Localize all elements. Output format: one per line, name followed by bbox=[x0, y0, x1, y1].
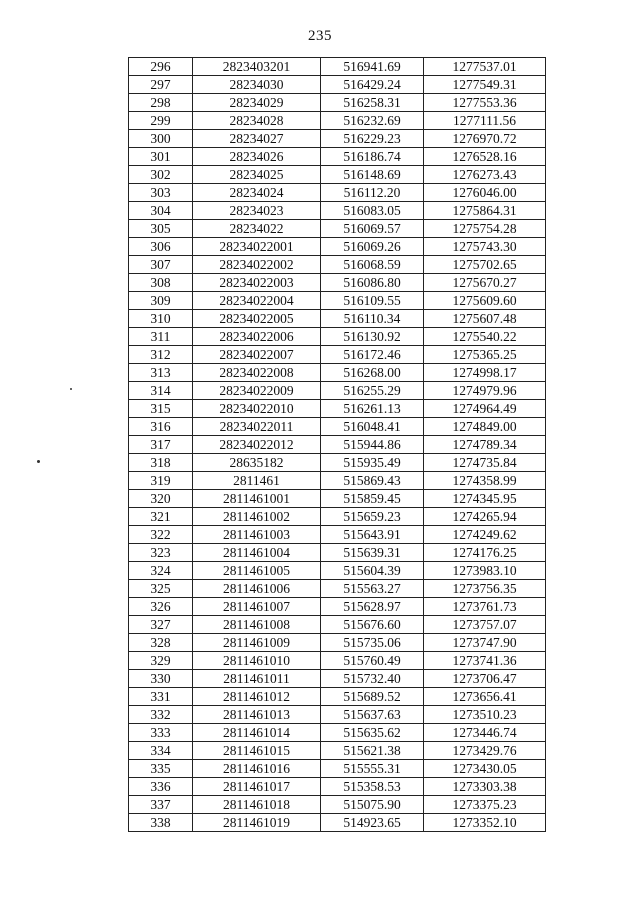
y-coordinate-cell: 1273747.90 bbox=[424, 634, 546, 652]
point-id-cell: 28234028 bbox=[193, 112, 321, 130]
table-row bbox=[129, 724, 546, 742]
point-number-cell: 311 bbox=[129, 328, 193, 346]
x-coordinate-cell: 515659.23 bbox=[321, 508, 424, 526]
point-number-cell: 337 bbox=[129, 796, 193, 814]
point-number-cell: 310 bbox=[129, 310, 193, 328]
point-number-cell: 316 bbox=[129, 418, 193, 436]
y-coordinate-cell: 1273429.76 bbox=[424, 742, 546, 760]
y-coordinate-cell: 1275670.27 bbox=[424, 274, 546, 292]
y-coordinate-cell: 1273706.47 bbox=[424, 670, 546, 688]
point-id-cell: 28234022002 bbox=[193, 256, 321, 274]
x-coordinate-cell: 516083.05 bbox=[321, 202, 424, 220]
point-id-cell: 2811461009 bbox=[193, 634, 321, 652]
y-coordinate-cell: 1273656.41 bbox=[424, 688, 546, 706]
point-id-cell: 28234022009 bbox=[193, 382, 321, 400]
x-coordinate-cell: 515760.49 bbox=[321, 652, 424, 670]
table-row bbox=[129, 796, 546, 814]
y-coordinate-cell: 1275540.22 bbox=[424, 328, 546, 346]
point-id-cell: 2823403201 bbox=[193, 58, 321, 76]
table-row bbox=[129, 544, 546, 562]
point-number-cell: 330 bbox=[129, 670, 193, 688]
point-number-cell: 307 bbox=[129, 256, 193, 274]
table-row bbox=[129, 346, 546, 364]
y-coordinate-cell: 1274998.17 bbox=[424, 364, 546, 382]
table-row bbox=[129, 310, 546, 328]
table-row bbox=[129, 508, 546, 526]
point-number-cell: 336 bbox=[129, 778, 193, 796]
x-coordinate-cell: 516261.13 bbox=[321, 400, 424, 418]
y-coordinate-cell: 1277549.31 bbox=[424, 76, 546, 94]
point-id-cell: 28234022007 bbox=[193, 346, 321, 364]
y-coordinate-cell: 1273430.05 bbox=[424, 760, 546, 778]
y-coordinate-cell: 1275609.60 bbox=[424, 292, 546, 310]
x-coordinate-cell: 515676.60 bbox=[321, 616, 424, 634]
point-id-cell: 28234026 bbox=[193, 148, 321, 166]
point-id-cell: 28234022010 bbox=[193, 400, 321, 418]
point-number-cell: 298 bbox=[129, 94, 193, 112]
x-coordinate-cell: 516148.69 bbox=[321, 166, 424, 184]
table-row bbox=[129, 364, 546, 382]
x-coordinate-cell: 516086.80 bbox=[321, 274, 424, 292]
y-coordinate-cell: 1273510.23 bbox=[424, 706, 546, 724]
page-number: 235 bbox=[308, 28, 332, 44]
table-row bbox=[129, 166, 546, 184]
table-row bbox=[129, 292, 546, 310]
x-coordinate-cell: 516429.24 bbox=[321, 76, 424, 94]
point-number-cell: 315 bbox=[129, 400, 193, 418]
table-row bbox=[129, 382, 546, 400]
point-number-cell: 297 bbox=[129, 76, 193, 94]
point-id-cell: 28234027 bbox=[193, 130, 321, 148]
table-row bbox=[129, 148, 546, 166]
x-coordinate-cell: 514923.65 bbox=[321, 814, 424, 832]
table-row bbox=[129, 616, 546, 634]
point-number-cell: 321 bbox=[129, 508, 193, 526]
point-number-cell: 313 bbox=[129, 364, 193, 382]
point-number-cell: 326 bbox=[129, 598, 193, 616]
point-id-cell: 2811461006 bbox=[193, 580, 321, 598]
y-coordinate-cell: 1273761.73 bbox=[424, 598, 546, 616]
point-id-cell: 28234022011 bbox=[193, 418, 321, 436]
x-coordinate-cell: 516109.55 bbox=[321, 292, 424, 310]
table-row bbox=[129, 454, 546, 472]
point-id-cell: 2811461007 bbox=[193, 598, 321, 616]
y-coordinate-cell: 1277537.01 bbox=[424, 58, 546, 76]
table-row bbox=[129, 634, 546, 652]
y-coordinate-cell: 1273757.07 bbox=[424, 616, 546, 634]
point-number-cell: 334 bbox=[129, 742, 193, 760]
point-number-cell: 304 bbox=[129, 202, 193, 220]
point-id-cell: 2811461019 bbox=[193, 814, 321, 832]
point-id-cell: 2811461012 bbox=[193, 688, 321, 706]
point-number-cell: 300 bbox=[129, 130, 193, 148]
y-coordinate-cell: 1274176.25 bbox=[424, 544, 546, 562]
table-body bbox=[129, 58, 546, 832]
y-coordinate-cell: 1273741.36 bbox=[424, 652, 546, 670]
table-row bbox=[129, 526, 546, 544]
x-coordinate-cell: 516258.31 bbox=[321, 94, 424, 112]
point-number-cell: 299 bbox=[129, 112, 193, 130]
x-coordinate-cell: 515604.39 bbox=[321, 562, 424, 580]
point-id-cell: 2811461014 bbox=[193, 724, 321, 742]
x-coordinate-cell: 515935.49 bbox=[321, 454, 424, 472]
point-number-cell: 322 bbox=[129, 526, 193, 544]
point-id-cell: 28234022 bbox=[193, 220, 321, 238]
point-id-cell: 2811461017 bbox=[193, 778, 321, 796]
point-id-cell: 2811461015 bbox=[193, 742, 321, 760]
point-id-cell: 28234022012 bbox=[193, 436, 321, 454]
x-coordinate-cell: 515628.97 bbox=[321, 598, 424, 616]
point-id-cell: 2811461001 bbox=[193, 490, 321, 508]
point-number-cell: 302 bbox=[129, 166, 193, 184]
x-coordinate-cell: 516186.74 bbox=[321, 148, 424, 166]
point-number-cell: 323 bbox=[129, 544, 193, 562]
point-number-cell: 303 bbox=[129, 184, 193, 202]
x-coordinate-cell: 515643.91 bbox=[321, 526, 424, 544]
table-row bbox=[129, 580, 546, 598]
y-coordinate-cell: 1273375.23 bbox=[424, 796, 546, 814]
point-id-cell: 28234025 bbox=[193, 166, 321, 184]
point-id-cell: 2811461002 bbox=[193, 508, 321, 526]
x-coordinate-cell: 515689.52 bbox=[321, 688, 424, 706]
y-coordinate-cell: 1273983.10 bbox=[424, 562, 546, 580]
x-coordinate-cell: 516069.57 bbox=[321, 220, 424, 238]
point-id-cell: 2811461003 bbox=[193, 526, 321, 544]
y-coordinate-cell: 1275365.25 bbox=[424, 346, 546, 364]
y-coordinate-cell: 1273352.10 bbox=[424, 814, 546, 832]
scan-speck bbox=[70, 388, 72, 390]
scan-speck bbox=[37, 460, 40, 463]
x-coordinate-cell: 515555.31 bbox=[321, 760, 424, 778]
point-number-cell: 320 bbox=[129, 490, 193, 508]
point-id-cell: 2811461005 bbox=[193, 562, 321, 580]
y-coordinate-cell: 1273303.38 bbox=[424, 778, 546, 796]
point-number-cell: 325 bbox=[129, 580, 193, 598]
table-row bbox=[129, 706, 546, 724]
y-coordinate-cell: 1275864.31 bbox=[424, 202, 546, 220]
table-row bbox=[129, 220, 546, 238]
y-coordinate-cell: 1273756.35 bbox=[424, 580, 546, 598]
point-number-cell: 309 bbox=[129, 292, 193, 310]
table-row bbox=[129, 274, 546, 292]
table-row bbox=[129, 472, 546, 490]
point-id-cell: 28234022008 bbox=[193, 364, 321, 382]
point-id-cell: 28234022006 bbox=[193, 328, 321, 346]
table-row bbox=[129, 760, 546, 778]
point-number-cell: 312 bbox=[129, 346, 193, 364]
y-coordinate-cell: 1274358.99 bbox=[424, 472, 546, 490]
point-number-cell: 333 bbox=[129, 724, 193, 742]
y-coordinate-cell: 1274735.84 bbox=[424, 454, 546, 472]
x-coordinate-cell: 515075.90 bbox=[321, 796, 424, 814]
table-row bbox=[129, 328, 546, 346]
x-coordinate-cell: 516232.69 bbox=[321, 112, 424, 130]
point-id-cell: 28234024 bbox=[193, 184, 321, 202]
coordinates-table bbox=[128, 57, 546, 832]
table-row bbox=[129, 418, 546, 436]
table-row bbox=[129, 670, 546, 688]
point-number-cell: 318 bbox=[129, 454, 193, 472]
table-row bbox=[129, 130, 546, 148]
point-id-cell: 28234030 bbox=[193, 76, 321, 94]
x-coordinate-cell: 515732.40 bbox=[321, 670, 424, 688]
y-coordinate-cell: 1275743.30 bbox=[424, 238, 546, 256]
point-id-cell: 28234022003 bbox=[193, 274, 321, 292]
x-coordinate-cell: 516229.23 bbox=[321, 130, 424, 148]
point-number-cell: 332 bbox=[129, 706, 193, 724]
point-number-cell: 331 bbox=[129, 688, 193, 706]
x-coordinate-cell: 516112.20 bbox=[321, 184, 424, 202]
y-coordinate-cell: 1274265.94 bbox=[424, 508, 546, 526]
table-row bbox=[129, 562, 546, 580]
x-coordinate-cell: 516069.26 bbox=[321, 238, 424, 256]
table-row bbox=[129, 112, 546, 130]
x-coordinate-cell: 515639.31 bbox=[321, 544, 424, 562]
table-row bbox=[129, 256, 546, 274]
table-row bbox=[129, 202, 546, 220]
table-row bbox=[129, 94, 546, 112]
y-coordinate-cell: 1274849.00 bbox=[424, 418, 546, 436]
point-id-cell: 2811461 bbox=[193, 472, 321, 490]
y-coordinate-cell: 1274789.34 bbox=[424, 436, 546, 454]
x-coordinate-cell: 516110.34 bbox=[321, 310, 424, 328]
point-id-cell: 28635182 bbox=[193, 454, 321, 472]
x-coordinate-cell: 515859.45 bbox=[321, 490, 424, 508]
point-number-cell: 301 bbox=[129, 148, 193, 166]
table-row bbox=[129, 400, 546, 418]
y-coordinate-cell: 1277553.36 bbox=[424, 94, 546, 112]
x-coordinate-cell: 516268.00 bbox=[321, 364, 424, 382]
point-id-cell: 2811461004 bbox=[193, 544, 321, 562]
y-coordinate-cell: 1275607.48 bbox=[424, 310, 546, 328]
point-number-cell: 324 bbox=[129, 562, 193, 580]
point-number-cell: 306 bbox=[129, 238, 193, 256]
point-number-cell: 338 bbox=[129, 814, 193, 832]
y-coordinate-cell: 1276273.43 bbox=[424, 166, 546, 184]
point-number-cell: 305 bbox=[129, 220, 193, 238]
table-row bbox=[129, 490, 546, 508]
point-id-cell: 28234022004 bbox=[193, 292, 321, 310]
x-coordinate-cell: 515621.38 bbox=[321, 742, 424, 760]
x-coordinate-cell: 515563.27 bbox=[321, 580, 424, 598]
y-coordinate-cell: 1274345.95 bbox=[424, 490, 546, 508]
table-row bbox=[129, 238, 546, 256]
table-row bbox=[129, 778, 546, 796]
x-coordinate-cell: 515635.62 bbox=[321, 724, 424, 742]
table-row bbox=[129, 76, 546, 94]
point-number-cell: 314 bbox=[129, 382, 193, 400]
y-coordinate-cell: 1275702.65 bbox=[424, 256, 546, 274]
y-coordinate-cell: 1276046.00 bbox=[424, 184, 546, 202]
y-coordinate-cell: 1277111.56 bbox=[424, 112, 546, 130]
point-number-cell: 317 bbox=[129, 436, 193, 454]
x-coordinate-cell: 516941.69 bbox=[321, 58, 424, 76]
x-coordinate-cell: 515944.86 bbox=[321, 436, 424, 454]
table-row bbox=[129, 652, 546, 670]
point-id-cell: 2811461016 bbox=[193, 760, 321, 778]
x-coordinate-cell: 515735.06 bbox=[321, 634, 424, 652]
table-row bbox=[129, 598, 546, 616]
point-id-cell: 28234029 bbox=[193, 94, 321, 112]
x-coordinate-cell: 515869.43 bbox=[321, 472, 424, 490]
y-coordinate-cell: 1276970.72 bbox=[424, 130, 546, 148]
table-row bbox=[129, 58, 546, 76]
point-id-cell: 2811461011 bbox=[193, 670, 321, 688]
x-coordinate-cell: 516048.41 bbox=[321, 418, 424, 436]
y-coordinate-cell: 1274979.96 bbox=[424, 382, 546, 400]
point-number-cell: 327 bbox=[129, 616, 193, 634]
x-coordinate-cell: 516172.46 bbox=[321, 346, 424, 364]
x-coordinate-cell: 516255.29 bbox=[321, 382, 424, 400]
y-coordinate-cell: 1276528.16 bbox=[424, 148, 546, 166]
x-coordinate-cell: 515637.63 bbox=[321, 706, 424, 724]
table-row bbox=[129, 814, 546, 832]
y-coordinate-cell: 1275754.28 bbox=[424, 220, 546, 238]
y-coordinate-cell: 1274964.49 bbox=[424, 400, 546, 418]
point-id-cell: 2811461013 bbox=[193, 706, 321, 724]
point-number-cell: 328 bbox=[129, 634, 193, 652]
point-id-cell: 28234022005 bbox=[193, 310, 321, 328]
table-row bbox=[129, 436, 546, 454]
point-id-cell: 2811461018 bbox=[193, 796, 321, 814]
point-id-cell: 28234022001 bbox=[193, 238, 321, 256]
x-coordinate-cell: 516068.59 bbox=[321, 256, 424, 274]
x-coordinate-cell: 515358.53 bbox=[321, 778, 424, 796]
point-number-cell: 308 bbox=[129, 274, 193, 292]
point-number-cell: 296 bbox=[129, 58, 193, 76]
y-coordinate-cell: 1274249.62 bbox=[424, 526, 546, 544]
point-id-cell: 2811461008 bbox=[193, 616, 321, 634]
point-number-cell: 335 bbox=[129, 760, 193, 778]
table-row bbox=[129, 688, 546, 706]
point-id-cell: 2811461010 bbox=[193, 652, 321, 670]
point-number-cell: 329 bbox=[129, 652, 193, 670]
y-coordinate-cell: 1273446.74 bbox=[424, 724, 546, 742]
table-row bbox=[129, 742, 546, 760]
point-id-cell: 28234023 bbox=[193, 202, 321, 220]
point-number-cell: 319 bbox=[129, 472, 193, 490]
table-row bbox=[129, 184, 546, 202]
x-coordinate-cell: 516130.92 bbox=[321, 328, 424, 346]
